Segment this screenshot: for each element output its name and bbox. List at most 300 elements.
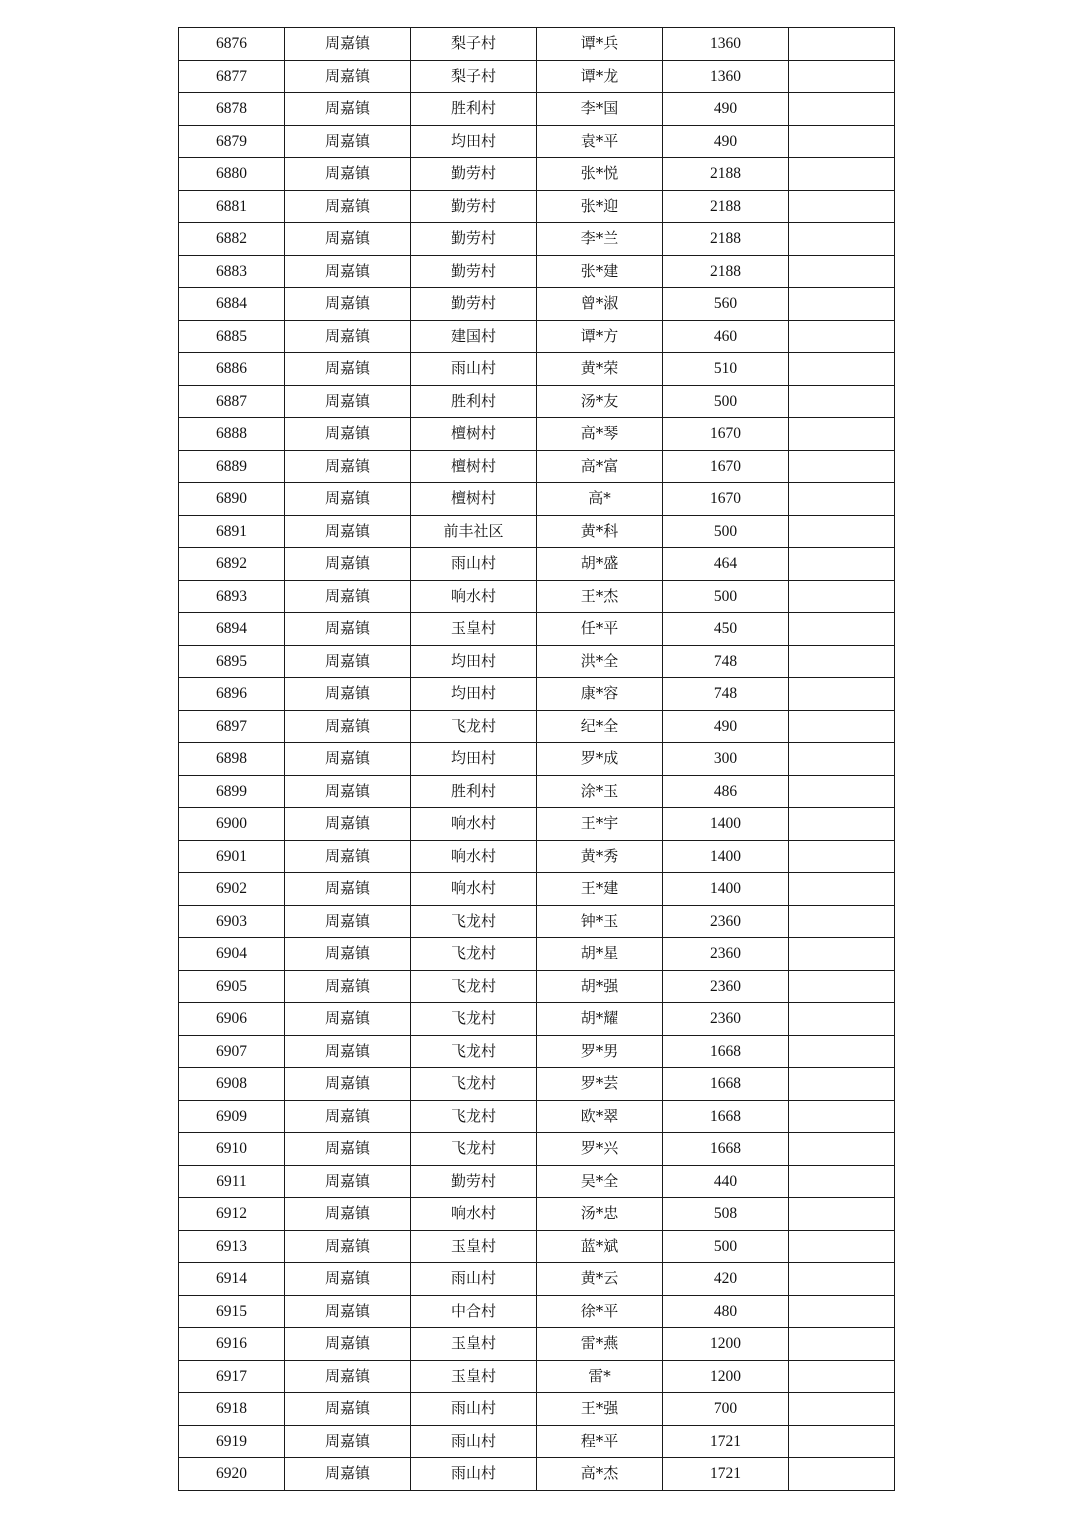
amount-cell: 500	[663, 515, 789, 548]
remark-cell	[789, 678, 895, 711]
town-name-cell: 周嘉镇	[285, 125, 411, 158]
person-name-cell: 胡*星	[537, 938, 663, 971]
table-row	[179, 548, 895, 581]
person-name-cell: 徐*平	[537, 1295, 663, 1328]
table-row	[179, 418, 895, 451]
person-name-cell: 高*杰	[537, 1458, 663, 1491]
remark-cell	[789, 1230, 895, 1263]
table-row	[179, 1230, 895, 1263]
town-name-cell: 周嘉镇	[285, 775, 411, 808]
row-number-cell: 6910	[179, 1133, 285, 1166]
remark-cell	[789, 970, 895, 1003]
table-row	[179, 320, 895, 353]
row-number-cell: 6906	[179, 1003, 285, 1036]
person-name-cell: 汤*友	[537, 385, 663, 418]
amount-cell: 300	[663, 743, 789, 776]
remark-cell	[789, 515, 895, 548]
row-number-cell: 6913	[179, 1230, 285, 1263]
amount-cell: 2188	[663, 255, 789, 288]
row-number-cell: 6920	[179, 1458, 285, 1491]
person-name-cell: 袁*平	[537, 125, 663, 158]
amount-cell: 440	[663, 1165, 789, 1198]
remark-cell	[789, 873, 895, 906]
village-name-cell: 前丰社区	[411, 515, 537, 548]
table-row	[179, 678, 895, 711]
person-name-cell: 雷*燕	[537, 1328, 663, 1361]
town-name-cell: 周嘉镇	[285, 1328, 411, 1361]
amount-cell: 1668	[663, 1133, 789, 1166]
town-name-cell: 周嘉镇	[285, 60, 411, 93]
row-number-cell: 6893	[179, 580, 285, 613]
roster-table-body	[179, 28, 895, 1491]
town-name-cell: 周嘉镇	[285, 938, 411, 971]
table-row	[179, 808, 895, 841]
village-name-cell: 中合村	[411, 1295, 537, 1328]
remark-cell	[789, 1165, 895, 1198]
village-name-cell: 建国村	[411, 320, 537, 353]
amount-cell: 480	[663, 1295, 789, 1328]
remark-cell	[789, 1425, 895, 1458]
person-name-cell: 吴*全	[537, 1165, 663, 1198]
table-row	[179, 93, 895, 126]
table-row	[179, 1328, 895, 1361]
village-name-cell: 胜利村	[411, 93, 537, 126]
village-name-cell: 飞龙村	[411, 905, 537, 938]
village-name-cell: 玉皇村	[411, 1230, 537, 1263]
town-name-cell: 周嘉镇	[285, 645, 411, 678]
amount-cell: 1721	[663, 1458, 789, 1491]
village-name-cell: 梨子村	[411, 60, 537, 93]
remark-cell	[789, 60, 895, 93]
amount-cell: 1200	[663, 1360, 789, 1393]
village-name-cell: 勤劳村	[411, 1165, 537, 1198]
town-name-cell: 周嘉镇	[285, 580, 411, 613]
village-name-cell: 勤劳村	[411, 288, 537, 321]
amount-cell: 560	[663, 288, 789, 321]
person-name-cell: 罗*男	[537, 1035, 663, 1068]
village-name-cell: 飞龙村	[411, 938, 537, 971]
table-row	[179, 515, 895, 548]
table-row	[179, 873, 895, 906]
village-name-cell: 雨山村	[411, 1263, 537, 1296]
table-row	[179, 743, 895, 776]
table-row	[179, 840, 895, 873]
remark-cell	[789, 775, 895, 808]
row-number-cell: 6894	[179, 613, 285, 646]
village-name-cell: 响水村	[411, 873, 537, 906]
row-number-cell: 6907	[179, 1035, 285, 1068]
amount-cell: 1668	[663, 1035, 789, 1068]
amount-cell: 1400	[663, 808, 789, 841]
amount-cell: 1400	[663, 840, 789, 873]
amount-cell: 2360	[663, 938, 789, 971]
amount-cell: 1200	[663, 1328, 789, 1361]
remark-cell	[789, 548, 895, 581]
remark-cell	[789, 288, 895, 321]
table-row	[179, 1003, 895, 1036]
table-row	[179, 645, 895, 678]
table-row	[179, 385, 895, 418]
person-name-cell: 王*杰	[537, 580, 663, 613]
town-name-cell: 周嘉镇	[285, 1035, 411, 1068]
table-row	[179, 190, 895, 223]
village-name-cell: 雨山村	[411, 1393, 537, 1426]
village-name-cell: 檀树村	[411, 450, 537, 483]
table-row	[179, 1165, 895, 1198]
remark-cell	[789, 1295, 895, 1328]
table-row	[179, 125, 895, 158]
amount-cell: 1670	[663, 483, 789, 516]
row-number-cell: 6883	[179, 255, 285, 288]
village-name-cell: 勤劳村	[411, 223, 537, 256]
amount-cell: 1360	[663, 28, 789, 61]
village-name-cell: 玉皇村	[411, 1360, 537, 1393]
remark-cell	[789, 1003, 895, 1036]
person-name-cell: 王*宇	[537, 808, 663, 841]
town-name-cell: 周嘉镇	[285, 28, 411, 61]
remark-cell	[789, 938, 895, 971]
person-name-cell: 李*国	[537, 93, 663, 126]
town-name-cell: 周嘉镇	[285, 840, 411, 873]
remark-cell	[789, 125, 895, 158]
row-number-cell: 6903	[179, 905, 285, 938]
village-name-cell: 勤劳村	[411, 190, 537, 223]
village-name-cell: 飞龙村	[411, 1133, 537, 1166]
amount-cell: 500	[663, 1230, 789, 1263]
amount-cell: 490	[663, 93, 789, 126]
table-row	[179, 613, 895, 646]
amount-cell: 2360	[663, 1003, 789, 1036]
town-name-cell: 周嘉镇	[285, 418, 411, 451]
village-name-cell: 雨山村	[411, 548, 537, 581]
table-row	[179, 158, 895, 191]
table-row	[179, 580, 895, 613]
town-name-cell: 周嘉镇	[285, 1458, 411, 1491]
row-number-cell: 6878	[179, 93, 285, 126]
row-number-cell: 6917	[179, 1360, 285, 1393]
town-name-cell: 周嘉镇	[285, 1295, 411, 1328]
table-row	[179, 450, 895, 483]
town-name-cell: 周嘉镇	[285, 710, 411, 743]
row-number-cell: 6918	[179, 1393, 285, 1426]
table-row	[179, 1360, 895, 1393]
row-number-cell: 6882	[179, 223, 285, 256]
remark-cell	[789, 28, 895, 61]
remark-cell	[789, 613, 895, 646]
table-row	[179, 1393, 895, 1426]
table-row	[179, 775, 895, 808]
amount-cell: 1721	[663, 1425, 789, 1458]
town-name-cell: 周嘉镇	[285, 873, 411, 906]
amount-cell: 700	[663, 1393, 789, 1426]
village-name-cell: 飞龙村	[411, 1003, 537, 1036]
remark-cell	[789, 1263, 895, 1296]
table-row	[179, 1425, 895, 1458]
remark-cell	[789, 808, 895, 841]
person-name-cell: 罗*兴	[537, 1133, 663, 1166]
remark-cell	[789, 840, 895, 873]
person-name-cell: 高*	[537, 483, 663, 516]
village-name-cell: 檀树村	[411, 418, 537, 451]
amount-cell: 500	[663, 580, 789, 613]
table-row	[179, 1198, 895, 1231]
amount-cell: 2188	[663, 190, 789, 223]
row-number-cell: 6884	[179, 288, 285, 321]
town-name-cell: 周嘉镇	[285, 353, 411, 386]
remark-cell	[789, 645, 895, 678]
row-number-cell: 6905	[179, 970, 285, 1003]
person-name-cell: 康*容	[537, 678, 663, 711]
village-name-cell: 玉皇村	[411, 1328, 537, 1361]
amount-cell: 450	[663, 613, 789, 646]
amount-cell: 1360	[663, 60, 789, 93]
town-name-cell: 周嘉镇	[285, 255, 411, 288]
amount-cell: 464	[663, 548, 789, 581]
person-name-cell: 李*兰	[537, 223, 663, 256]
row-number-cell: 6880	[179, 158, 285, 191]
amount-cell: 490	[663, 710, 789, 743]
row-number-cell: 6914	[179, 1263, 285, 1296]
remark-cell	[789, 320, 895, 353]
town-name-cell: 周嘉镇	[285, 1230, 411, 1263]
village-name-cell: 飞龙村	[411, 970, 537, 1003]
town-name-cell: 周嘉镇	[285, 1003, 411, 1036]
person-name-cell: 张*迎	[537, 190, 663, 223]
town-name-cell: 周嘉镇	[285, 1100, 411, 1133]
row-number-cell: 6902	[179, 873, 285, 906]
row-number-cell: 6876	[179, 28, 285, 61]
row-number-cell: 6915	[179, 1295, 285, 1328]
town-name-cell: 周嘉镇	[285, 970, 411, 1003]
village-name-cell: 雨山村	[411, 1458, 537, 1491]
row-number-cell: 6885	[179, 320, 285, 353]
remark-cell	[789, 1198, 895, 1231]
person-name-cell: 黄*云	[537, 1263, 663, 1296]
person-name-cell: 胡*盛	[537, 548, 663, 581]
remark-cell	[789, 385, 895, 418]
village-name-cell: 响水村	[411, 808, 537, 841]
town-name-cell: 周嘉镇	[285, 1198, 411, 1231]
village-name-cell: 胜利村	[411, 385, 537, 418]
village-name-cell: 勤劳村	[411, 158, 537, 191]
town-name-cell: 周嘉镇	[285, 320, 411, 353]
person-name-cell: 黄*荣	[537, 353, 663, 386]
person-name-cell: 汤*忠	[537, 1198, 663, 1231]
remark-cell	[789, 1100, 895, 1133]
table-row	[179, 938, 895, 971]
person-name-cell: 张*建	[537, 255, 663, 288]
row-number-cell: 6877	[179, 60, 285, 93]
town-name-cell: 周嘉镇	[285, 1263, 411, 1296]
town-name-cell: 周嘉镇	[285, 905, 411, 938]
row-number-cell: 6890	[179, 483, 285, 516]
row-number-cell: 6896	[179, 678, 285, 711]
town-name-cell: 周嘉镇	[285, 1133, 411, 1166]
town-name-cell: 周嘉镇	[285, 1165, 411, 1198]
person-name-cell: 任*平	[537, 613, 663, 646]
person-name-cell: 高*富	[537, 450, 663, 483]
town-name-cell: 周嘉镇	[285, 1425, 411, 1458]
village-name-cell: 飞龙村	[411, 710, 537, 743]
town-name-cell: 周嘉镇	[285, 450, 411, 483]
village-name-cell: 檀树村	[411, 483, 537, 516]
remark-cell	[789, 1035, 895, 1068]
amount-cell: 2188	[663, 158, 789, 191]
remark-cell	[789, 190, 895, 223]
table-row	[179, 905, 895, 938]
table-row	[179, 255, 895, 288]
remark-cell	[789, 353, 895, 386]
amount-cell: 2360	[663, 970, 789, 1003]
amount-cell: 2360	[663, 905, 789, 938]
remark-cell	[789, 450, 895, 483]
person-name-cell: 涂*玉	[537, 775, 663, 808]
amount-cell: 1670	[663, 418, 789, 451]
table-row	[179, 28, 895, 61]
row-number-cell: 6899	[179, 775, 285, 808]
row-number-cell: 6881	[179, 190, 285, 223]
row-number-cell: 6909	[179, 1100, 285, 1133]
town-name-cell: 周嘉镇	[285, 223, 411, 256]
amount-cell: 500	[663, 385, 789, 418]
amount-cell: 486	[663, 775, 789, 808]
row-number-cell: 6901	[179, 840, 285, 873]
person-name-cell: 罗*芸	[537, 1068, 663, 1101]
town-name-cell: 周嘉镇	[285, 548, 411, 581]
town-name-cell: 周嘉镇	[285, 678, 411, 711]
remark-cell	[789, 255, 895, 288]
town-name-cell: 周嘉镇	[285, 515, 411, 548]
village-name-cell: 雨山村	[411, 1425, 537, 1458]
village-name-cell: 勤劳村	[411, 255, 537, 288]
person-name-cell: 纪*全	[537, 710, 663, 743]
town-name-cell: 周嘉镇	[285, 1360, 411, 1393]
person-name-cell: 程*平	[537, 1425, 663, 1458]
person-name-cell: 黄*科	[537, 515, 663, 548]
person-name-cell: 欧*翠	[537, 1100, 663, 1133]
village-name-cell: 飞龙村	[411, 1100, 537, 1133]
table-row	[179, 970, 895, 1003]
person-name-cell: 胡*强	[537, 970, 663, 1003]
remark-cell	[789, 905, 895, 938]
person-name-cell: 胡*耀	[537, 1003, 663, 1036]
table-row	[179, 288, 895, 321]
table-row	[179, 353, 895, 386]
table-row	[179, 1295, 895, 1328]
row-number-cell: 6904	[179, 938, 285, 971]
row-number-cell: 6889	[179, 450, 285, 483]
remark-cell	[789, 1458, 895, 1491]
table-row	[179, 710, 895, 743]
amount-cell: 508	[663, 1198, 789, 1231]
table-row	[179, 1458, 895, 1491]
village-name-cell: 雨山村	[411, 353, 537, 386]
table-row	[179, 1035, 895, 1068]
village-name-cell: 均田村	[411, 678, 537, 711]
remark-cell	[789, 418, 895, 451]
village-name-cell: 胜利村	[411, 775, 537, 808]
remark-cell	[789, 1133, 895, 1166]
row-number-cell: 6888	[179, 418, 285, 451]
town-name-cell: 周嘉镇	[285, 1068, 411, 1101]
subsidy-roster-table	[178, 27, 895, 1491]
person-name-cell: 钟*玉	[537, 905, 663, 938]
table-row	[179, 1263, 895, 1296]
amount-cell: 1668	[663, 1068, 789, 1101]
remark-cell	[789, 1068, 895, 1101]
person-name-cell: 王*建	[537, 873, 663, 906]
person-name-cell: 雷*	[537, 1360, 663, 1393]
amount-cell: 2188	[663, 223, 789, 256]
village-name-cell: 玉皇村	[411, 613, 537, 646]
amount-cell: 510	[663, 353, 789, 386]
amount-cell: 748	[663, 678, 789, 711]
remark-cell	[789, 483, 895, 516]
village-name-cell: 响水村	[411, 580, 537, 613]
remark-cell	[789, 743, 895, 776]
person-name-cell: 谭*方	[537, 320, 663, 353]
village-name-cell: 响水村	[411, 840, 537, 873]
table-row	[179, 1100, 895, 1133]
person-name-cell: 张*悦	[537, 158, 663, 191]
village-name-cell: 均田村	[411, 743, 537, 776]
remark-cell	[789, 93, 895, 126]
town-name-cell: 周嘉镇	[285, 743, 411, 776]
remark-cell	[789, 1393, 895, 1426]
remark-cell	[789, 580, 895, 613]
town-name-cell: 周嘉镇	[285, 288, 411, 321]
amount-cell: 1670	[663, 450, 789, 483]
person-name-cell: 罗*成	[537, 743, 663, 776]
town-name-cell: 周嘉镇	[285, 190, 411, 223]
town-name-cell: 周嘉镇	[285, 1393, 411, 1426]
village-name-cell: 飞龙村	[411, 1035, 537, 1068]
village-name-cell: 飞龙村	[411, 1068, 537, 1101]
village-name-cell: 响水村	[411, 1198, 537, 1231]
village-name-cell: 梨子村	[411, 28, 537, 61]
remark-cell	[789, 1328, 895, 1361]
village-name-cell: 均田村	[411, 125, 537, 158]
row-number-cell: 6900	[179, 808, 285, 841]
amount-cell: 1668	[663, 1100, 789, 1133]
table-row	[179, 1133, 895, 1166]
person-name-cell: 曾*淑	[537, 288, 663, 321]
remark-cell	[789, 158, 895, 191]
table-row	[179, 483, 895, 516]
amount-cell: 420	[663, 1263, 789, 1296]
remark-cell	[789, 1360, 895, 1393]
person-name-cell: 王*强	[537, 1393, 663, 1426]
amount-cell: 1400	[663, 873, 789, 906]
row-number-cell: 6892	[179, 548, 285, 581]
row-number-cell: 6895	[179, 645, 285, 678]
town-name-cell: 周嘉镇	[285, 483, 411, 516]
amount-cell: 490	[663, 125, 789, 158]
person-name-cell: 谭*龙	[537, 60, 663, 93]
row-number-cell: 6897	[179, 710, 285, 743]
village-name-cell: 均田村	[411, 645, 537, 678]
row-number-cell: 6916	[179, 1328, 285, 1361]
row-number-cell: 6898	[179, 743, 285, 776]
town-name-cell: 周嘉镇	[285, 808, 411, 841]
row-number-cell: 6908	[179, 1068, 285, 1101]
row-number-cell: 6891	[179, 515, 285, 548]
remark-cell	[789, 710, 895, 743]
person-name-cell: 洪*全	[537, 645, 663, 678]
row-number-cell: 6912	[179, 1198, 285, 1231]
person-name-cell: 蓝*斌	[537, 1230, 663, 1263]
row-number-cell: 6887	[179, 385, 285, 418]
